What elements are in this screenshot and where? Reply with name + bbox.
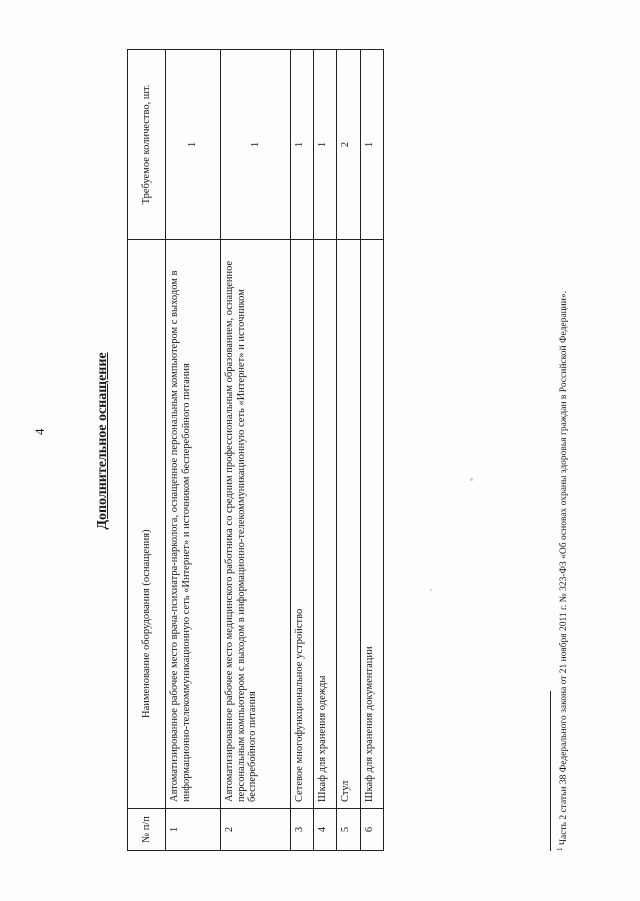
footnote-mark: 1 [556,847,564,851]
equipment-quantity: 1 [314,50,337,240]
column-header-quantity: Требуемое количество, шт. [128,50,166,240]
row-number: 4 [314,809,337,851]
footnote-text: Часть 2 статьи 38 Федерального закона от 21 ноября 2011 г. № 323-ФЗ «Об основах охраны здоровья граждан в Российской Федерации». [559,291,570,846]
table-row [290,50,313,851]
page-number: 4 [32,428,47,435]
equipment-name: Автоматизированное рабочее место врача-психиатра-нарколога, оснащенное персональным компьютером с выходом в информационно-телекоммуникационную сеть «Интернет» и источником бесперебойного питания [166,240,221,809]
scan-speck [470,478,473,481]
equipment-table [127,49,384,851]
column-header-number: № п/п [128,809,166,851]
column-header-name: Наименование оборудования (оснащения) [128,240,166,809]
equipment-quantity: 1 [221,50,291,240]
table-row [337,50,360,851]
row-number: 3 [290,809,313,851]
row-number: 2 [221,809,291,851]
equipment-name: Сетевое многофункциональное устройство [290,240,313,809]
footnote [556,151,569,851]
table-row [221,50,291,851]
equipment-name: Автоматизированное рабочее место медицинского работника со средним профессиональным образованием, оснащенное персональным компьютером с выходом в информационно-телекоммуникационную сеть «Интернет» и источником бесперебойного питания [221,240,291,809]
scan-speck [430,589,432,591]
equipment-quantity: 1 [166,50,221,240]
row-number: 5 [337,809,360,851]
equipment-name: Шкаф для хранения одежды [314,240,337,809]
equipment-name: Шкаф для хранения документации [360,240,383,809]
table-row [360,50,383,851]
section-title: Дополнительное оснащение [95,352,110,530]
row-number: 6 [360,809,383,851]
table-header-row [128,50,166,851]
table-row [314,50,337,851]
row-number: 1 [166,809,221,851]
equipment-quantity: 1 [360,50,383,240]
equipment-name: Стул [337,240,360,809]
footnote-divider [550,691,551,851]
equipment-quantity: 2 [337,50,360,240]
equipment-quantity: 1 [290,50,313,240]
table-row [166,50,221,851]
